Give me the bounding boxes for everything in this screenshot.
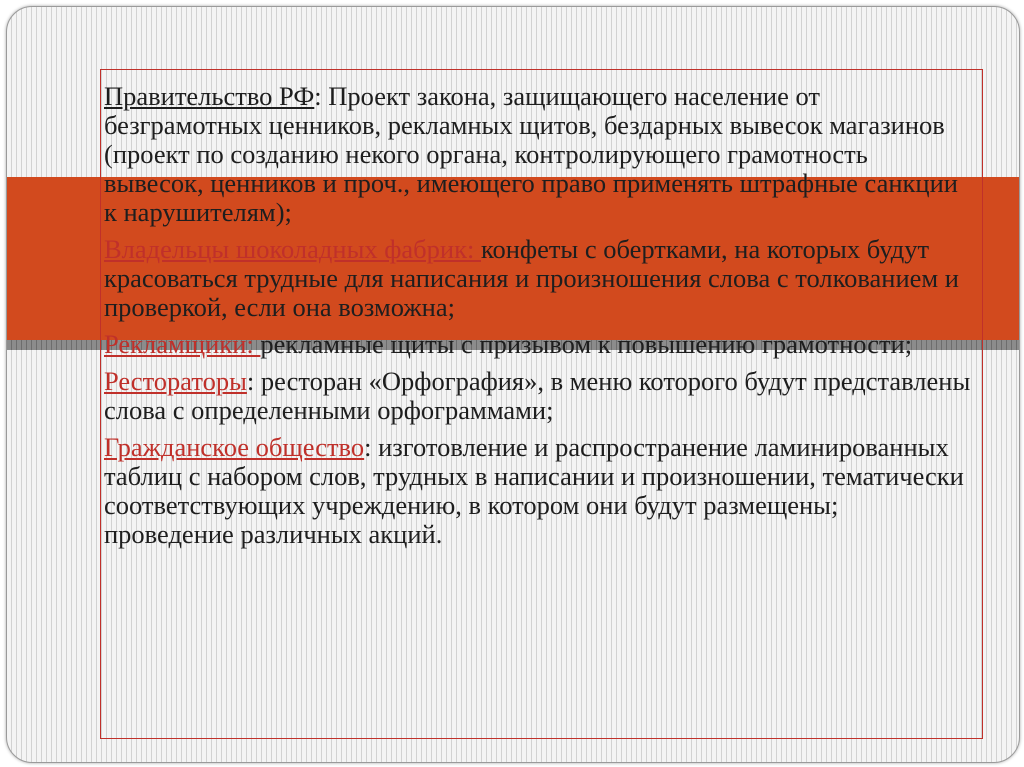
paragraph-government <box>104 82 972 227</box>
lead-civil-society: Гражданское общество <box>104 432 365 462</box>
text-government: : Проект закона, защищающего население от безграмотных ценников, рекламных щитов, бездарных вывесок магазинов (проект по созданию некого органа, контролирующего грамотность вывесок, ценников и проч., имеющего право применять штрафные санкции к нарушителям); <box>104 81 958 227</box>
text-civil-society: : изготовление и распространение ламинированных таблиц с набором слов, трудных в написании и произношении, тематически соответствующих учреждению, в котором они будут размещены; проведение различных акций. <box>104 432 964 549</box>
paragraph-restaurateurs <box>104 367 972 425</box>
text-restaurateurs: : ресторан «Орфография», в меню которого будут представлены слова с определенными орфограммами; <box>104 366 971 425</box>
lead-restaurateurs: Рестораторы <box>104 366 247 396</box>
lead-advertisers: Рекламщики: <box>104 329 261 359</box>
paragraph-chocolate-factories <box>104 235 972 322</box>
lead-government: Правительство РФ <box>104 81 315 111</box>
text-advertisers: рекламные щиты с призывом к повышению грамотности; <box>260 329 913 359</box>
slide-body <box>104 82 972 557</box>
text-chocolate-factories: конфеты с обертками, на которых будут красоваться трудные для написания и произношения слова с толкованием и проверкой, если она возможна; <box>104 234 959 322</box>
lead-chocolate-factories: Владельцы шоколадных фабрик: <box>104 234 481 264</box>
paragraph-advertisers <box>104 330 972 359</box>
paragraph-civil-society <box>104 433 972 549</box>
